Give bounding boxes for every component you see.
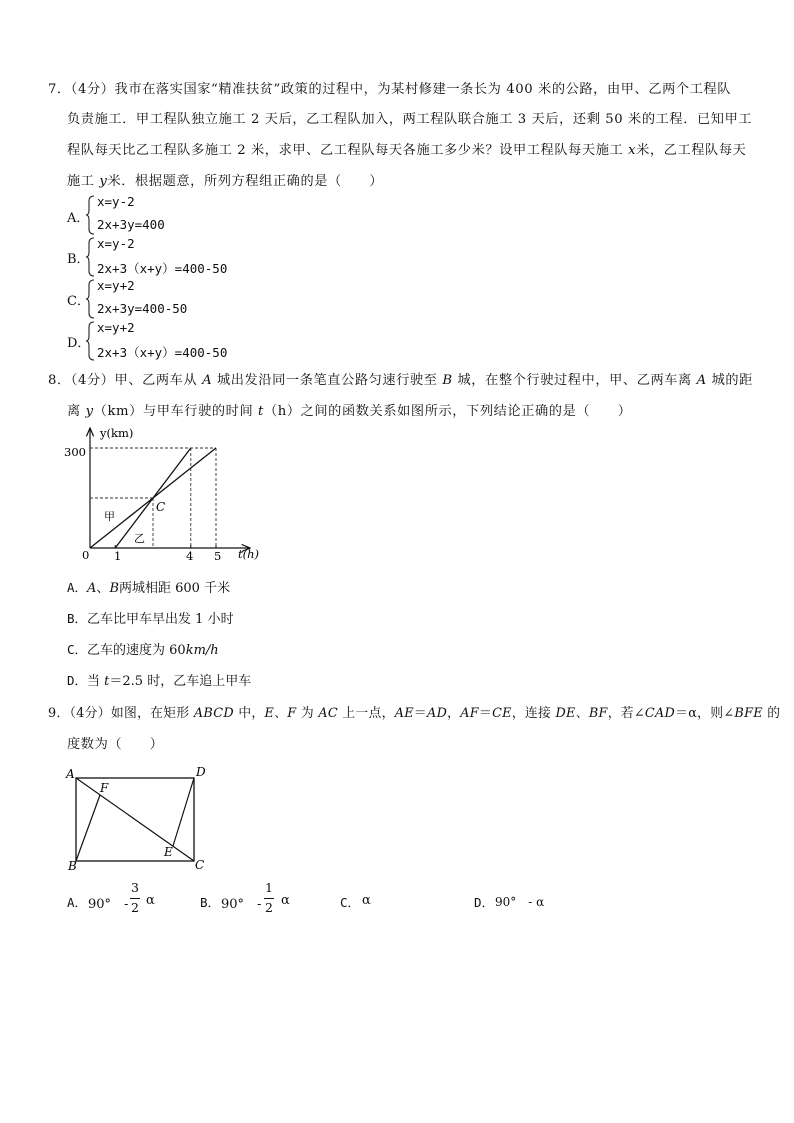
q9-cad: CAD	[644, 706, 676, 721]
q7-line-2	[67, 108, 752, 127]
q7-text-2: 负责施工．甲工程队独立施工 2 天后，乙工程队加入，两工程队联合施工 3 天后，还剩 50 米的工程．已知甲工	[67, 112, 753, 127]
q9-text: 、	[575, 706, 589, 721]
q8-option-a-text: 两城相距 600 千米	[119, 581, 231, 596]
q9-text-2: 度数为（ ）	[67, 737, 164, 752]
q9-af: AF	[460, 706, 479, 721]
q8-city-b: B	[442, 373, 453, 388]
q9-text: 如图，在矩形	[110, 706, 194, 721]
q7-text-6: 米．根据题意，所列方程组正确的是（ ）	[107, 174, 384, 189]
q9-diagonal-ac	[76, 778, 194, 861]
q9-text: ＝	[478, 706, 493, 721]
q9-option-b-label: B．	[200, 895, 221, 910]
q7-option-b-label: B．	[67, 252, 90, 267]
q9-ad: AD	[427, 706, 448, 721]
q7-option-a-label: A．	[67, 211, 90, 226]
q8-line-1	[48, 369, 753, 388]
q9-option-a-label: A．	[67, 895, 88, 910]
q9-option-b-fraction-bar	[264, 898, 274, 899]
q8-city-a: A	[696, 373, 707, 388]
q8-option-b-label: B．	[67, 611, 88, 626]
q9-text: 为	[296, 706, 319, 721]
q9-option-b-alpha: α	[281, 893, 290, 908]
q8-option-a-label: A．	[67, 580, 88, 595]
q7-option-d-brace	[86, 321, 96, 361]
q8-option-d-var-t: t	[104, 674, 110, 689]
q7-option-c-brace	[86, 279, 96, 319]
q9-option-b-denominator: 2	[265, 900, 273, 915]
q9-text: ，连接	[511, 706, 556, 721]
q9-option-a-denominator: 2	[131, 900, 139, 915]
q8-option-a-city-b: B	[109, 581, 119, 596]
q9-line-1	[48, 702, 780, 721]
q9-line-2	[67, 733, 164, 752]
q7-option-a-eq1: x=y-2	[97, 194, 135, 209]
q9-f: F	[287, 706, 297, 721]
q9-option-a-alpha: α	[146, 893, 155, 908]
q7-option-b-brace	[86, 237, 96, 277]
q8-option-a-city-a: A	[87, 581, 97, 596]
q8-option-a-sep: 、	[96, 581, 110, 596]
q7-line-3	[67, 139, 746, 158]
q8-option-b	[67, 608, 234, 627]
q8-text: 甲、乙两车从	[114, 373, 203, 388]
q9-option-d-label: D．	[474, 895, 495, 910]
q7-var-x: x	[628, 143, 637, 158]
q8-x-tick-5: 5	[214, 549, 222, 563]
q8-x-axis-label: t(h)	[238, 547, 260, 561]
q8-unit-h: （h）	[263, 404, 301, 419]
q9-text: ，	[447, 706, 461, 721]
q8-label-jia: 甲	[104, 510, 115, 523]
q9-option-d-text: 90° - α	[495, 895, 545, 909]
q9-bfe: BFE	[734, 706, 763, 721]
q9-option-a-pre: 90° -	[88, 897, 129, 912]
q7-text-1: 我市在落实国家“精准扶贫”政策的过程中，为某村修建一条长为 400 米的公路，由甲、乙两个工程队	[114, 82, 732, 97]
q9-text: ，若∠	[607, 706, 645, 721]
q7-var-y: y	[99, 174, 108, 189]
q9-point-b: B	[68, 859, 77, 873]
q9-option-b-pre: 90° -	[221, 897, 262, 912]
q8-option-c	[67, 639, 219, 658]
q9-abcd: ABCD	[193, 706, 234, 721]
q8-y-axis-label: y(km)	[100, 426, 134, 440]
q9-option-b-numerator: 1	[265, 880, 273, 895]
q9-text: 、	[274, 706, 288, 721]
q7-option-c-label: C．	[67, 294, 90, 309]
q8-text: 城，在整个行驶过程中，甲、乙两车离	[452, 373, 697, 388]
q9-point-f: F	[100, 781, 109, 795]
q7-option-d-label: D．	[67, 336, 91, 351]
q8-y-tick-300: 300	[64, 445, 86, 459]
q9-ce: CE	[492, 706, 512, 721]
q9-segment-de	[173, 778, 194, 846]
q9-option-c-text: α	[362, 893, 371, 908]
q8-text: 离	[67, 404, 86, 419]
q8-line-2	[67, 400, 632, 419]
q7-number: 7．（4分）	[48, 82, 115, 97]
q7-option-b-eq2: 2x+3（x+y）=400-50	[97, 261, 228, 276]
q8-var-y: y	[85, 404, 94, 419]
q8-x-tick-1: 1	[114, 549, 122, 563]
q9-option-a-numerator: 3	[131, 880, 139, 895]
q9-option-c-label: C．	[340, 895, 361, 910]
q8-unit-km: （km）	[93, 404, 143, 419]
q9-de: DE	[555, 706, 576, 721]
q8-text: 城的距	[706, 373, 753, 388]
q9-rectangle-figure	[60, 758, 220, 873]
q8-option-a	[67, 577, 230, 596]
q7-text-3: 程队每天比乙工程队多施工 2 米，求甲、乙工程队每天各施工多少米？设甲工程队每天施工	[67, 143, 629, 158]
q9-point-d: D	[196, 765, 206, 779]
q7-text-4: 米，乙工程队每天	[636, 143, 747, 158]
q7-option-a-eq2: 2x+3y=400	[97, 217, 165, 232]
q7-option-d-eq1: x=y+2	[97, 320, 135, 335]
q8-origin-label: 0	[82, 548, 90, 562]
q7-option-c-eq1: x=y+2	[97, 278, 135, 293]
q9-segment-bf	[76, 795, 100, 861]
q9-ac: AC	[318, 706, 338, 721]
q8-option-c-text: 乙车的速度为 60	[87, 643, 186, 658]
q7-option-d-eq2: 2x+3（x+y）=400-50	[97, 345, 228, 360]
q8-option-d	[67, 670, 251, 689]
q9-point-a: A	[66, 767, 75, 781]
q7-option-c-eq2: 2x+3y=400-50	[97, 301, 188, 316]
q8-graph	[62, 422, 272, 567]
q8-option-d-label: D．	[67, 673, 88, 688]
q8-text: 与甲车行驶的时间	[142, 404, 259, 419]
q8-option-d-text-b: ＝2.5 时，乙车追上甲车	[109, 674, 252, 689]
q8-point-c-label: C	[156, 500, 166, 514]
q9-text: ＝α，则∠	[675, 706, 735, 721]
q9-bf: BF	[588, 706, 608, 721]
q8-text: 城出发沿同一条笔直公路匀速行驶至	[212, 373, 443, 388]
q8-text: 之间的函数关系如图所示，下列结论正确的是（ ）	[300, 404, 632, 419]
q8-option-c-label: C．	[67, 642, 88, 657]
q9-text: 中，	[233, 706, 265, 721]
q9-text: ＝	[413, 706, 428, 721]
q8-option-d-text-a: 当	[87, 674, 105, 689]
q7-line-4	[67, 170, 383, 189]
q8-option-c-unit: km/h	[185, 643, 219, 658]
q8-x-tick-4: 4	[186, 549, 194, 563]
q8-var-t: t	[258, 404, 264, 419]
q9-text: 的	[762, 706, 781, 721]
q9-e: E	[264, 706, 275, 721]
q7-option-a-brace	[86, 195, 96, 235]
q9-ae: AE	[394, 706, 414, 721]
q9-option-a-fraction-bar	[130, 898, 140, 899]
q8-option-b-text: 乙车比甲车早出发 1 小时	[87, 612, 234, 627]
q8-label-yi: 乙	[134, 532, 145, 545]
q8-number: 8．（4分）	[48, 373, 115, 388]
q7-option-b-eq1: x=y-2	[97, 236, 135, 251]
q9-point-c: C	[195, 858, 205, 872]
q8-city-a: A	[202, 373, 213, 388]
q7-text-5: 施工	[67, 174, 100, 189]
q9-number: 9．（4分）	[48, 706, 111, 721]
q7-line-1	[48, 78, 731, 97]
q9-text: 上一点，	[337, 706, 395, 721]
q9-point-e: E	[164, 845, 173, 859]
